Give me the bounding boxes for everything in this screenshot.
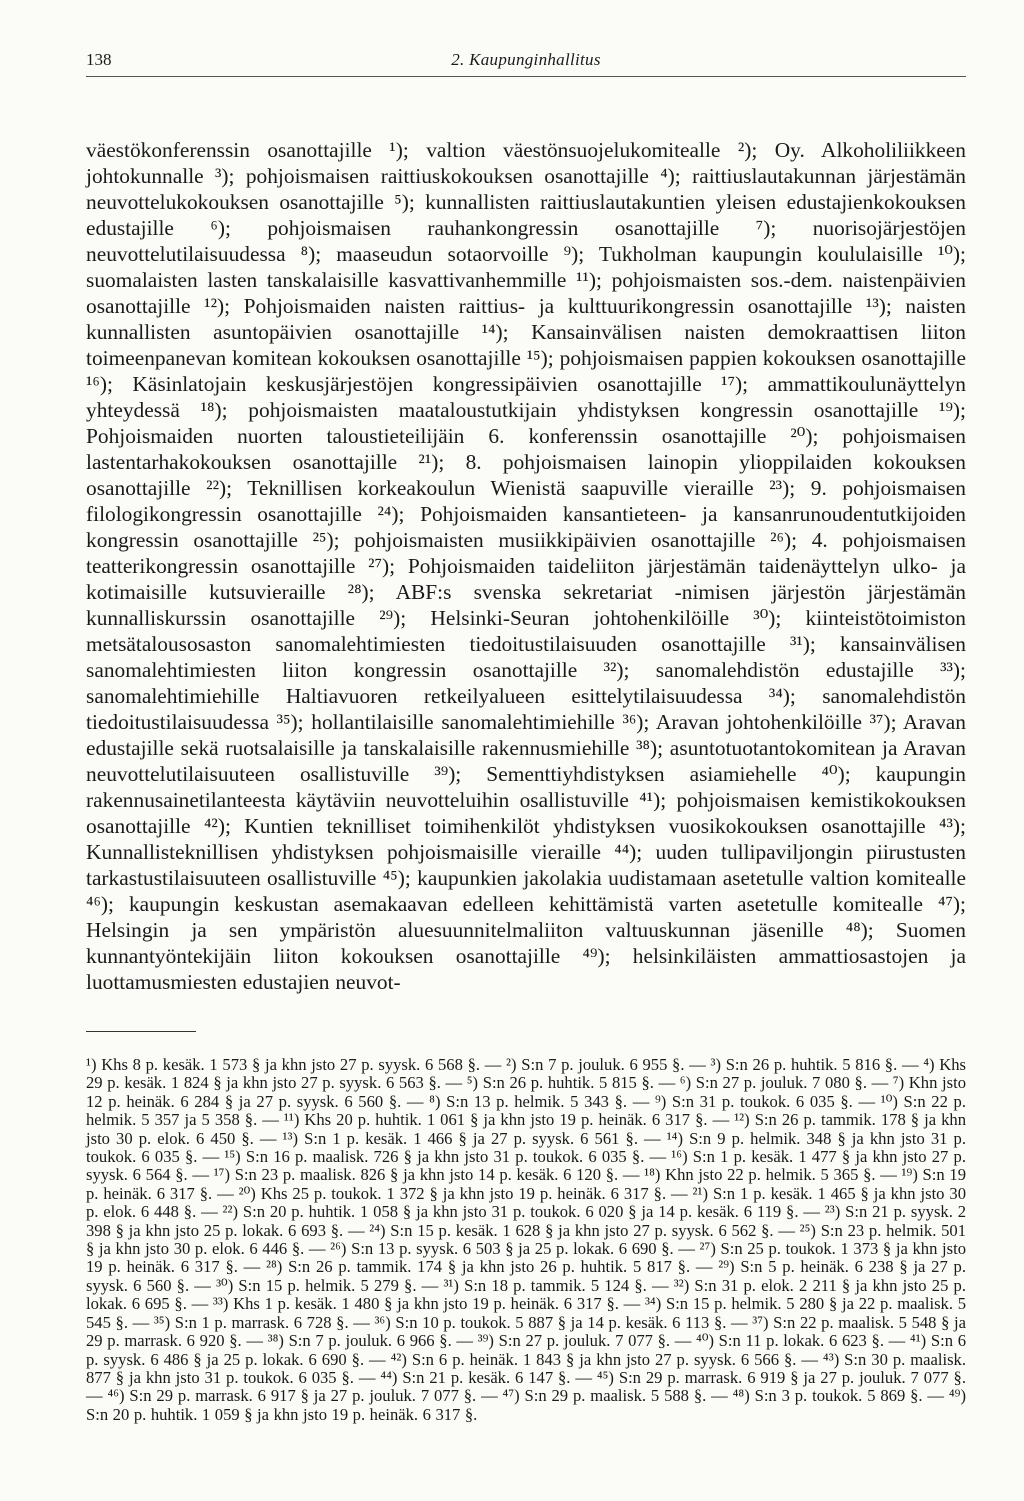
body-paragraph: väestökonferenssin osanottajille ¹); valtion väestönsuojelukomitealle ²); Oy. Alkoholiliikkeen johtokunnalle ³); pohjoismaisen raittiuskokouksen osanottajille ⁴); raittiuslautakunnan järjestämän neuvottelukokouksen osanottajille ⁵); kunnallisten raittiuslautakuntien yleisen edustajienkokouksen edustajille ⁶); pohjoismaisen rauhankongressin osanottajille ⁷); nuorisojärjestöjen neuvottelutilaisuudessa ⁸); maaseudun sotaorvoille ⁹); Tukholman kaupungin koululaisille ¹⁰); suomalaisten lasten tanskalaisille kasvattivanhemmille ¹¹); pohjoismaisten sos.-dem. naistenpäivien osanottajille ¹²); Pohjoismaiden naisten raittius- ja kulttuurikongressin osanottajille ¹³); naisten kunnallisten asuntopäivien osanottajille ¹⁴); Kansainvälisen naisten demokraattisen liiton toimeenpanevan komitean kokouksen osanottajille ¹⁵); pohjoismaisen pappien kokouksen osanottajille ¹⁶); Käsinlatojain keskusjärjestöjen kongressipäivien osanottajille ¹⁷); ammattikoulunäyttelyn yhteydessä ¹⁸); pohjoismaisten maataloustutkijain yhdistyksen kongressin osanottajille ¹⁹); Pohjoismaiden nuorten taloustieteilijäin 6. konferenssin osanottajille ²⁰); pohjoismaisen lastentarhakokouksen osanottajille ²¹); 8. pohjoismaisen lainopin ylioppilaiden kokouksen osanottajille ²²); Teknillisen korkeakoulun Wienistä saapuville vieraille ²³); 9. pohjoismaisen filologikongressin osanottajille ²⁴); Pohjoismaiden kansantieteen- ja kansanrunoudentutkijoiden kongressin osanottajille ²⁵); pohjoismaisten musiikkipäivien osanottajille ²⁶); 4. pohjoismaisen teatterikongressin osanottajille ²⁷); Pohjoismaiden taideliiton järjestämän taidenäyttelyn ulko- ja kotimaisille kutsuvieraille ²⁸); ABF:s svenska sekretariat -nimisen järjestön järjestämän kunnalliskurssin osanottajille ²⁹); Helsinki-Seuran johtohenkilöille ³⁰); kiinteistötoimiston metsätalousosaston sanomalehtimiesten tiedoitustilaisuuden osanottajille ³¹); kansainvälisen sanomalehtimiesten liiton kongressin osanottajille ³²); sanomalehdistön edustajille ³³); sanomalehtimiehille Haltiavuoren retkeilyalueen esittelytilaisuudessa ³⁴); sanomalehdistön tiedoitustilaisuudessa ³⁵); hollantilaisille sanomalehtimiehille ³⁶); Aravan johtohenkilöille ³⁷); Aravan edustajille sekä ruotsalaisille ja tanskalaisille rakennusmiehille ³⁸); asuntotuotantokomitean ja Aravan neuvottelutilaisuuteen osallistuville ³⁹); Sementtiyhdistyksen asiamiehelle ⁴⁰); kaupungin rakennusainetilanteesta käytäviin neuvotteluihin osallistuville ⁴¹); pohjoismaisen kemistikokouksen osanottajille ⁴²); Kuntien teknilliset toimihenkilöt yhdistyksen vuosikokouksen osanottajille ⁴³); Kunnallisteknillisen yhdistyksen pohjoismaisille vieraille ⁴⁴); uuden tullipaviljongin piirustusten tarkastustilaisuuteen osallistuville ⁴⁵); kaupunkien jakolakia uudistamaan asetetulle valtion komitealle ⁴⁶); kaupungin keskustan asemakaavan edelleen kehittämistä varten asetetulle komitealle ⁴⁷); Helsingin ja sen ympäristön aluesuunnitelmaliiton valtuuskunnan jäsenille ⁴⁸); Suomen kunnantyöntekijäin liiton kokouksen osanottajille ⁴⁹); helsinkiläisten ammattiosastojen ja luottamusmiesten edustajien neuvot- <box>86 138 966 994</box>
header-rule <box>86 76 966 77</box>
footnotes: ¹) Khs 8 p. kesäk. 1 573 § ja khn jsto 27 p. syysk. 6 568 §. — ²) S:n 7 p. jouluk. 6 955 §. — ³) S:n 26 p. huhtik. 5 816 §. — ⁴) Khs 29 p. kesäk. 1 824 § ja khn jsto 27 p. syysk. 6 563 §. — ⁵) S:n 26 p. huhtik. 5 815 §. — ⁶) S:n 27 p. jouluk. 7 080 §. — ⁷) Khn jsto 12 p. heinäk. 6 284 § ja 27 p. syysk. 6 560 §. — ⁸) S:n 13 p. helmik. 5 343 §. — ⁹) S:n 31 p. toukok. 6 035 §. — ¹⁰) S:n 22 p. helmik. 5 357 ja 5 358 §. — ¹¹) Khs 20 p. huhtik. 1 061 § ja khn jsto 19 p. heinäk. 6 317 §. — ¹²) S:n 26 p. tammik. 178 § ja khn jsto 30 p. elok. 6 450 §. — ¹³) S:n 1 p. kesäk. 1 466 § ja 27 p. syysk. 6 561 §. — ¹⁴) S:n 9 p. helmik. 348 § ja khn jsto 31 p. toukok. 6 035 §. — ¹⁵) S:n 16 p. maalisk. 726 § ja khn jsto 31 p. toukok. 6 035 §. — ¹⁶) S:n 1 p. kesäk. 1 477 § ja khn jsto 27 p. syysk. 6 564 §. — ¹⁷) S:n 23 p. maalisk. 826 § ja khn jsto 14 p. kesäk. 6 120 §. — ¹⁸) Khn jsto 22 p. helmik. 5 365 §. — ¹⁹) S:n 19 p. heinäk. 6 317 §. — ²⁰) Khs 25 p. toukok. 1 372 § ja khn jsto 19 p. heinäk. 6 317 §. — ²¹) S:n 1 p. kesäk. 1 465 § ja khn jsto 30 p. elok. 6 448 §. — ²²) S:n 20 p. huhtik. 1 058 § ja khn jsto 31 p. toukok. 6 020 § ja 14 p. kesäk. 6 119 §. — ²³) S:n 21 p. syysk. 2 398 § ja khn jsto 25 p. lokak. 6 693 §. — ²⁴) S:n 15 p. kesäk. 1 628 § ja khn jsto 27 p. syysk. 6 562 §. — ²⁵) S:n 23 p. helmik. 501 § ja khn jsto 30 p. elok. 6 446 §. — ²⁶) S:n 13 p. syysk. 6 503 § ja 25 p. lokak. 6 690 §. — ²⁷) S:n 25 p. toukok. 1 373 § ja khn jsto 19 p. heinäk. 6 317 §. — ²⁸) S:n 26 p. tammik. 174 § ja khn jsto 26 p. huhtik. 5 817 §. — ²⁹) S:n 5 p. heinäk. 6 238 § ja 27 p. syysk. 6 560 §. — ³⁰) S:n 15 p. helmik. 5 279 §. — ³¹) S:n 18 p. tammik. 5 124 §. — ³²) S:n 31 p. elok. 2 211 § ja khn jsto 25 p. lokak. 6 695 §. — ³³) Khs 1 p. kesäk. 1 480 § ja khn jsto 19 p. heinäk. 6 317 §. — ³⁴) S:n 15 p. helmik. 5 280 § ja 22 p. maalisk. 5 545 §. — ³⁵) S:n 1 p. marrask. 6 728 §. — ³⁶) S:n 10 p. toukok. 5 887 § ja 14 p. kesäk. 6 113 §. — ³⁷) S:n 22 p. maalisk. 5 548 § ja 29 p. marrask. 6 920 §. — ³⁸) S:n 7 p. jouluk. 6 966 §. — ³⁹) S:n 27 p. jouluk. 7 077 §. — ⁴⁰) S:n 11 p. lokak. 6 623 §. — ⁴¹) S:n 6 p. syysk. 6 486 § ja 25 p. lokak. 6 690 §. — ⁴²) S:n 6 p. heinäk. 1 843 § ja khn jsto 27 p. syysk. 6 566 §. — ⁴³) S:n 30 p. maalisk. 877 § ja khn jsto 31 p. toukok. 6 035 §. — ⁴⁴) S:n 21 p. kesäk. 6 147 §. — ⁴⁵) S:n 29 p. marrask. 6 919 § ja 27 p. jouluk. 7 077 §. — ⁴⁶) S:n 29 p. marrask. 6 917 § ja 27 p. jouluk. 7 077 §. — ⁴⁷) S:n 29 p. maalisk. 5 588 §. — ⁴⁸) S:n 3 p. toukok. 5 869 §. — ⁴⁹) S:n 20 p. huhtik. 1 059 § ja khn jsto 19 p. heinäk. 6 317 §. <box>86 1055 966 1424</box>
page-header <box>86 40 966 72</box>
footnote-separator <box>86 1031 196 1032</box>
running-head: 2. Kaupunginhallitus <box>451 50 601 69</box>
page-number: 138 <box>86 50 112 69</box>
